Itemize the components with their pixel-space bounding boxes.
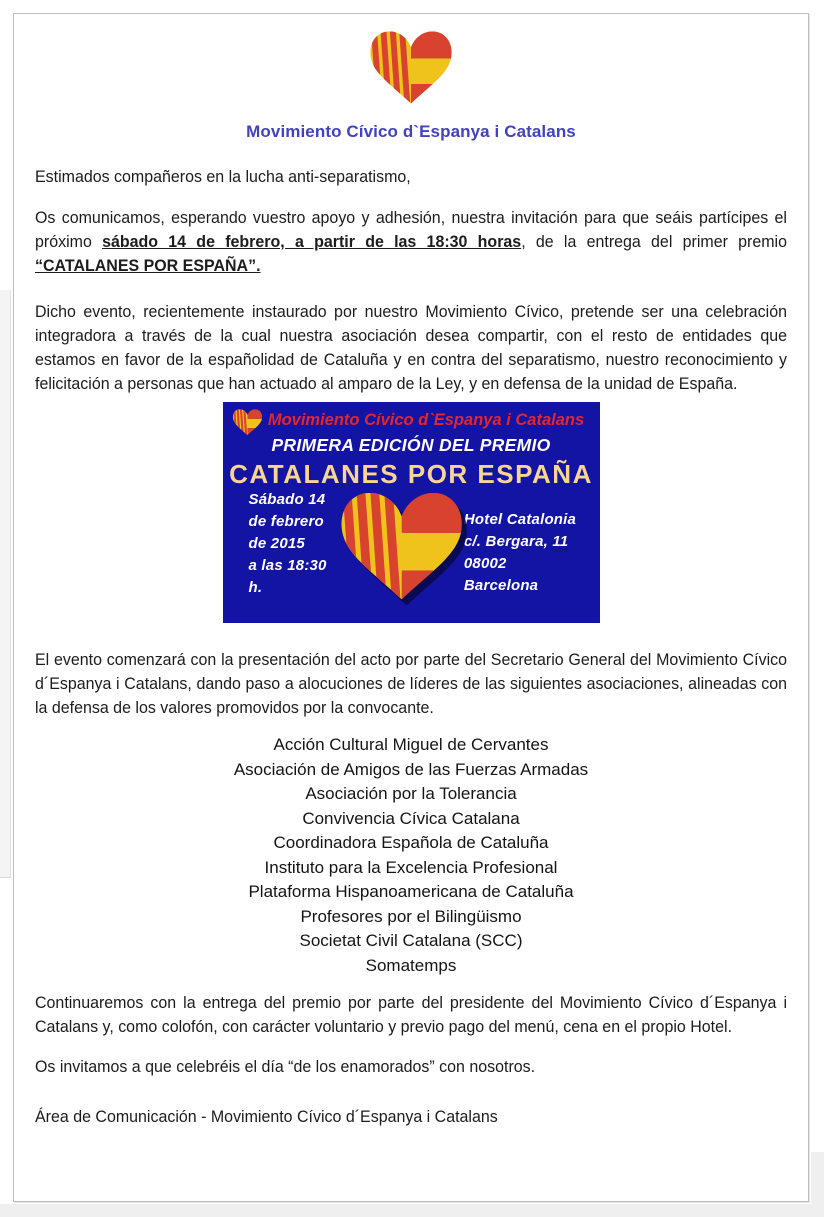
poster-date-line: a las 18:30 h. <box>248 557 327 596</box>
document-page <box>13 13 809 1202</box>
poster-date-line: de 2015 <box>248 535 305 552</box>
association-item: Somatemps <box>365 955 457 975</box>
poster-header <box>223 410 600 430</box>
heart-flags-logo-icon-small <box>232 408 263 436</box>
poster-edition-line: PRIMERA EDICIÓN DEL PREMIO <box>271 435 551 455</box>
association-item: Asociación de Amigos de las Fuerzas Armadas <box>233 759 589 779</box>
invitation-paragraph: Os comunicamos, esperando vuestro apoyo y adhesión, nuestra invitación para que seáis partícipes el próximo sábado 14 de febrero, a partir de las 18:30 horas, de la entrega del primer premio “CATALANES POR ESPAÑA”. <box>35 208 787 275</box>
poster-venue-block <box>464 509 578 597</box>
poster-org-line: Movimiento Cívico d`Espanya i Catalans <box>267 411 585 429</box>
signature-text: Área de Comunicación - Movimiento Cívico d´Espanya i Catalans <box>35 1107 498 1126</box>
association-item: Plataforma Hispanoamericana de Cataluña <box>248 882 574 901</box>
association-item: Acción Cultural Miguel de Cervantes <box>273 735 549 754</box>
poster-date-line: Sábado 14 <box>248 491 326 508</box>
valediction-text: Os invitamos a que celebréis el día “de los enamorados” con nosotros. <box>35 1057 536 1076</box>
poster-venue-line: c/. Bergara, 11 <box>463 533 569 550</box>
association-item: Coordinadora Española de Cataluña <box>273 833 549 852</box>
poster-date-block <box>249 489 339 599</box>
poster-venue-line: 08002 Barcelona <box>463 555 539 594</box>
poster-venue-line: Hotel Catalonia <box>463 511 577 528</box>
salutation-text: Estimados compañeros en la lucha anti-separatismo, <box>35 167 411 186</box>
heart-flags-logo-icon-large <box>339 485 464 606</box>
associations-list <box>35 733 787 978</box>
poster-details-row <box>223 489 600 609</box>
heart-flags-logo-icon <box>368 28 454 106</box>
event-poster <box>223 402 600 623</box>
association-item: Profesores por el Bilingüismo <box>300 906 522 926</box>
association-item: Asociación por la Tolerancia <box>305 784 517 803</box>
association-item: Societat Civil Catalana (SCC) <box>299 931 523 950</box>
poster-date-line: de febrero <box>248 513 324 530</box>
org-title: Movimiento Cívico d`Espanya i Catalans <box>246 122 576 141</box>
program-intro-paragraph: El evento comenzará con la presentación del acto por parte del Secretario General del Movimiento Cívico d´Espanya i Catalans, dando paso a alocuciones de líderes de las siguientes asociaciones, alineadas con la defensa de los valores promovidos por la convocante. <box>35 650 787 717</box>
page-edge-artifact-left <box>0 290 11 878</box>
poster-award-title: CATALANES POR ESPAÑA <box>229 459 593 489</box>
association-item: Convivencia Cívica Catalana <box>302 808 520 828</box>
closing-paragraph: Continuaremos con la entrega del premio por parte del presidente del Movimiento Cívico d´Espanya i Catalans y, como colofón, con carácter voluntario y previo pago del menú, cena en el propio Hotel. <box>35 993 787 1036</box>
association-item: Instituto para la Excelencia Profesional <box>264 857 558 877</box>
page-edge-artifact-right <box>811 1152 824 1204</box>
event-description-paragraph: Dicho evento, recientemente instaurado por nuestro Movimiento Cívico, pretende ser una celebración integradora a través de la cual nuestra asociación desea compartir, con el resto de entidades que estamos en favor de la españolidad de Cataluña y en contra del separatismo, nuestro reconocimiento y felicitación a personas que han actuado al amparo de la Ley, y en defensa de la unidad de España. <box>35 302 787 393</box>
org-logo-row <box>35 28 787 106</box>
page-edge-artifact-bottom <box>0 1204 824 1217</box>
